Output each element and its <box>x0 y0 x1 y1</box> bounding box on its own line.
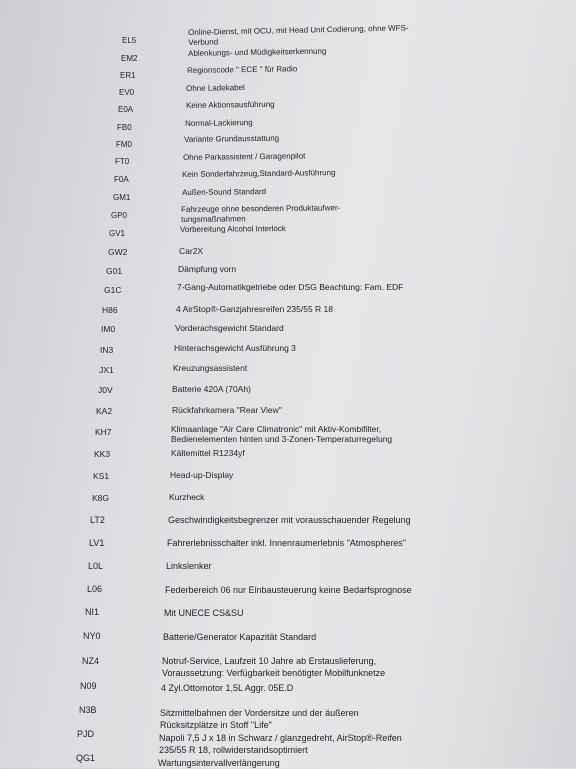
description-line: Federbereich 06 nur Einbausteuerung keine Bedarfsprognose <box>165 585 412 595</box>
description-line: Klimaanlage "Air Care Climatronic" mit Aktiv-Kombifilter, <box>171 424 382 434</box>
option-code: GM1 <box>113 193 131 202</box>
description-line: Head-up-Display <box>170 470 234 480</box>
description-line: Voraussetzung: Verfügbarkeit benötigter Mobilfunknetze <box>162 667 386 678</box>
option-description <box>163 632 316 643</box>
option-code: KA2 <box>96 406 113 416</box>
description-line: Ablenkungs- und Müdigkeitserkennung <box>188 46 327 58</box>
description-line: 4 Zyl.Ottomotor 1,5L Aggr. 05E.D <box>161 683 294 693</box>
description-line: Normal-Lackierung <box>185 118 253 128</box>
option-code: NY0 <box>83 631 101 641</box>
description-line: tungsmaßnahmen <box>181 213 246 224</box>
option-description <box>177 282 403 292</box>
option-code: L0L <box>88 561 104 571</box>
option-description <box>188 23 409 47</box>
option-code: EM2 <box>121 54 138 63</box>
description-line: Batterie/Generator Kapazität Standard <box>163 632 317 642</box>
option-code: ER1 <box>120 71 136 80</box>
description-line: 235/55 R 18, rollwiderstandsoptimiert <box>159 744 308 755</box>
description-line: Sitzmittelbahnen der Vordersitze und der äußeren <box>160 708 359 718</box>
description-line: Wartungsintervallverlängerung <box>158 758 280 768</box>
option-description <box>182 187 266 197</box>
option-code: N09 <box>80 681 97 691</box>
option-code: N3B <box>79 705 97 715</box>
option-description <box>187 64 297 75</box>
description-line: Variante Grundausstattung <box>184 133 280 144</box>
option-description <box>169 492 204 502</box>
description-line: Kältemittel R1234yf <box>171 448 245 458</box>
option-description <box>186 100 275 111</box>
description-line: Mit UNECE CS&SU <box>164 608 244 618</box>
description-line: Fahrzeuge ohne besonderen Produktaufwer- <box>181 203 341 214</box>
option-code: KH7 <box>95 427 112 437</box>
description-line: Geschwindigkeitsbegrenzer mit vorausschauender Regelung <box>168 515 411 525</box>
option-code: IN3 <box>100 345 114 355</box>
option-code: NI1 <box>85 607 100 617</box>
option-description <box>179 246 203 256</box>
description-line: Vorbereitung Alcohol Interlock <box>180 224 286 234</box>
option-code: K8G <box>92 493 110 503</box>
option-code: KS1 <box>93 471 110 481</box>
option-code: G1C <box>104 285 122 295</box>
option-code: FT0 <box>115 157 130 166</box>
description-line: Vorderachsgewicht Standard <box>175 323 284 333</box>
option-description <box>180 224 286 235</box>
option-description <box>182 168 336 179</box>
description-line: Regionscode " ECE " für Radio <box>187 64 298 75</box>
option-description <box>186 83 245 94</box>
option-description <box>174 343 296 353</box>
option-code: GW2 <box>108 247 128 257</box>
option-code: LV1 <box>89 538 105 548</box>
description-line: Rücksitzplätze in Stoff "Life" <box>160 719 272 730</box>
description-line: Außen-Sound Standard <box>182 187 267 197</box>
option-description <box>171 424 392 444</box>
option-code: LT2 <box>90 515 105 525</box>
option-code: GV1 <box>109 229 126 238</box>
option-description <box>188 47 326 59</box>
option-code: FB0 <box>117 123 132 132</box>
option-code: EV0 <box>119 88 135 97</box>
option-description <box>184 134 279 145</box>
description-line: Car2X <box>179 246 204 256</box>
option-code: FM0 <box>116 140 132 149</box>
option-description <box>173 363 247 373</box>
description-line: Ohne Ladekabel <box>186 83 245 93</box>
option-description <box>162 656 385 679</box>
description-line: Linkslenker <box>166 561 212 571</box>
option-description <box>161 683 293 694</box>
description-line: 7-Gang-Automatikgetriebe oder DSG Beachtung: Fam. EDF <box>177 282 404 292</box>
description-line: Bedienelementen hinten und 3-Zonen-Temperaturregelung <box>171 434 393 445</box>
option-description <box>167 538 406 549</box>
description-line: Verbund <box>188 36 219 47</box>
option-code: JX1 <box>99 365 114 375</box>
option-code: J0V <box>98 385 113 395</box>
option-description <box>165 585 412 596</box>
description-line: Kreuzungsassistent <box>173 363 248 373</box>
option-code: IM0 <box>101 324 116 334</box>
option-code: F0A <box>114 175 129 184</box>
description-line: Napoli 7,5 J x 18 in Schwarz / glanzgedreht, AirStop®-Reifen <box>159 733 402 743</box>
option-description <box>172 405 282 415</box>
option-code: L06 <box>87 584 103 594</box>
option-code: NZ4 <box>82 656 100 666</box>
option-code: E0A <box>118 105 134 114</box>
description-line: 4 AirStop®-Ganzjahresreifen 235/55 R 18 <box>176 304 333 314</box>
option-code: H86 <box>102 305 118 315</box>
option-description <box>185 118 253 129</box>
option-description <box>175 323 284 333</box>
description-line: Notruf-Service, Laufzeit 10 Jahre ab Erstauslieferung, <box>162 656 377 666</box>
option-code: QG1 <box>76 753 96 763</box>
description-line: Kein Sonderfahrzeug,Standard-Ausführung <box>182 168 336 179</box>
option-code: KK3 <box>94 449 111 459</box>
description-line: Ohne Parkassistent / Garagenpilot <box>183 151 306 162</box>
option-description <box>170 470 233 480</box>
option-description <box>158 758 280 769</box>
option-description <box>183 152 305 163</box>
description-line: Online-Dienst, mit OCU, mit Head Unit Codierung, ohne WFS- <box>188 23 409 37</box>
description-line: Keine Aktionsausführung <box>186 99 275 110</box>
option-description <box>181 203 340 224</box>
option-code: G01 <box>106 266 123 276</box>
option-code: GP0 <box>111 211 128 220</box>
option-description <box>172 384 251 394</box>
description-line: Kurzheck <box>169 492 205 502</box>
option-description <box>166 561 212 572</box>
option-description <box>171 448 245 458</box>
description-line: Hinterachsgewicht Ausführung 3 <box>174 343 296 353</box>
description-line: Rückfahrkamera "Rear View" <box>172 405 282 415</box>
description-line: Fahrerlebnisschalter inkl. Innenraumerlebnis "Atmospheres" <box>167 538 407 548</box>
option-description <box>168 515 411 526</box>
option-description <box>178 264 236 274</box>
option-code: EL5 <box>122 36 137 45</box>
option-description <box>159 733 402 756</box>
option-code: PJD <box>77 729 95 739</box>
description-line: Batterie 420A (70Ah) <box>172 384 251 394</box>
option-description <box>160 708 359 731</box>
description-line: Dämpfung vorn <box>178 264 237 274</box>
option-description <box>164 608 244 619</box>
option-description <box>176 304 333 314</box>
